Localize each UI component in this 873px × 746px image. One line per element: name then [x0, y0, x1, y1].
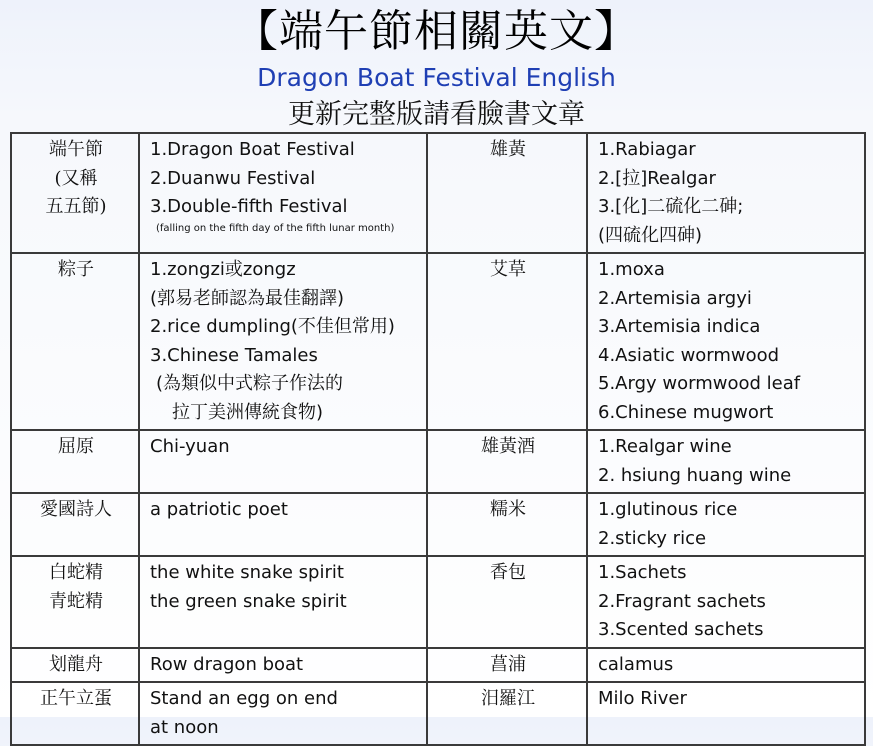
- term-cell-zh: [11, 430, 139, 493]
- translation-cell: [139, 133, 427, 253]
- translation: 1.Rabiagar: [598, 139, 696, 160]
- term-cell-zh: [11, 556, 139, 648]
- translation: Chi-yuan: [150, 436, 230, 457]
- translation: 3.Scented sachets: [598, 619, 764, 640]
- translation-cell: [139, 253, 427, 430]
- term-zh: 艾草: [490, 259, 526, 280]
- term-cell-zh: [11, 133, 139, 253]
- translation: 1.Realgar wine: [598, 436, 732, 457]
- translation-cell: [587, 556, 865, 648]
- term-zh: 愛國詩人: [40, 499, 112, 520]
- translation: 5.Argy wormwood leaf: [598, 373, 801, 394]
- term-zh: 白蛇精: [49, 562, 103, 583]
- translation-cell: [587, 430, 865, 493]
- translation: 1.Sachets: [598, 562, 687, 583]
- table-row: [11, 133, 865, 253]
- translation: 2.[拉]Realgar: [598, 167, 716, 189]
- translation: (四硫化四砷): [598, 224, 703, 246]
- translation: 2.Fragrant sachets: [598, 590, 766, 612]
- table-row: [11, 556, 865, 648]
- translation: 3.Chinese Tamales: [150, 344, 318, 366]
- translation-cell: [587, 648, 865, 683]
- translation: 1.Dragon Boat Festival: [150, 139, 355, 160]
- term-zh: 五五節): [45, 196, 107, 217]
- translation-cell: [587, 133, 865, 253]
- table-row: [11, 430, 865, 493]
- term-zh: 汨羅江: [481, 688, 535, 709]
- translation: at noon: [150, 716, 219, 738]
- translation-cell: [587, 253, 865, 430]
- table-row: [11, 253, 865, 430]
- translation: 3.Double-fifth Festival: [150, 196, 348, 217]
- term-zh: 粽子: [58, 259, 94, 280]
- term-zh: 糯米: [490, 499, 526, 520]
- table-row: [11, 648, 865, 683]
- translation: Milo River: [598, 688, 687, 709]
- update-note: 更新完整版請看臉書文章: [288, 99, 585, 130]
- term-zh: 雄黃酒: [481, 436, 535, 457]
- translation: the green snake spirit: [150, 590, 347, 612]
- translation: 2. hsiung huang wine: [598, 464, 792, 486]
- term-cell-zh: [427, 253, 587, 430]
- translation-footnote: (falling on the fifth day of the fifth lunar month): [156, 222, 395, 234]
- translation: Row dragon boat: [150, 653, 304, 675]
- term-zh: 划龍舟: [49, 653, 103, 675]
- term-zh: 菖浦: [490, 653, 526, 675]
- translation-cell: [139, 493, 427, 556]
- term-cell-zh: [11, 253, 139, 430]
- translation: 1.moxa: [598, 259, 665, 280]
- term-cell-zh: [427, 430, 587, 493]
- term-cell-zh: [427, 133, 587, 253]
- translation: Stand an egg on end: [150, 688, 338, 709]
- term-zh: 端午節: [49, 139, 103, 160]
- translation: the white snake spirit: [150, 562, 344, 583]
- translation: 拉丁美洲傳統食物): [172, 401, 324, 423]
- translation: 1.zongzi或zongz: [150, 259, 296, 280]
- translation: a patriotic poet: [150, 499, 288, 520]
- term-cell-zh: [427, 648, 587, 683]
- translation-cell: [587, 682, 865, 745]
- term-cell-zh: [427, 556, 587, 648]
- translation: 2.sticky rice: [598, 527, 707, 549]
- translation: 3.Artemisia indica: [598, 316, 761, 337]
- vocabulary-table: [10, 132, 866, 746]
- term-zh: 屈原: [58, 436, 94, 457]
- translation: (為類似中式粽子作法的: [156, 373, 344, 394]
- translation-cell: [139, 648, 427, 683]
- page-subtitle: Dragon Boat Festival English: [257, 63, 616, 92]
- term-zh: 正午立蛋: [40, 688, 112, 709]
- translation: 3.[化]二硫化二砷;: [598, 196, 744, 217]
- term-zh: 香包: [490, 562, 526, 583]
- translation: 1.glutinous rice: [598, 499, 738, 520]
- translation: 2.Artemisia argyi: [598, 287, 752, 309]
- translation: 4.Asiatic wormwood: [598, 344, 780, 366]
- table-row: [11, 682, 865, 745]
- term-cell-zh: [11, 682, 139, 745]
- translation: calamus: [598, 653, 674, 675]
- term-cell-zh: [427, 682, 587, 745]
- translation-cell: [139, 556, 427, 648]
- translation-cell: [139, 430, 427, 493]
- term-cell-zh: [11, 493, 139, 556]
- term-zh: 青蛇精: [49, 590, 103, 612]
- translation-cell: [139, 682, 427, 745]
- translation: 6.Chinese mugwort: [598, 401, 774, 423]
- table-row: [11, 493, 865, 556]
- page-title: 【端午節相關英文】: [234, 6, 639, 57]
- term-cell-zh: [427, 493, 587, 556]
- translation: 2.Duanwu Festival: [150, 167, 316, 189]
- term-zh: 雄黃: [490, 139, 526, 160]
- translation: (郭易老師認為最佳翻譯): [150, 287, 345, 309]
- translation-cell: [587, 493, 865, 556]
- term-zh: (又稱: [54, 167, 98, 189]
- translation: 2.rice dumpling(不佳但常用): [150, 316, 395, 337]
- term-cell-zh: [11, 648, 139, 683]
